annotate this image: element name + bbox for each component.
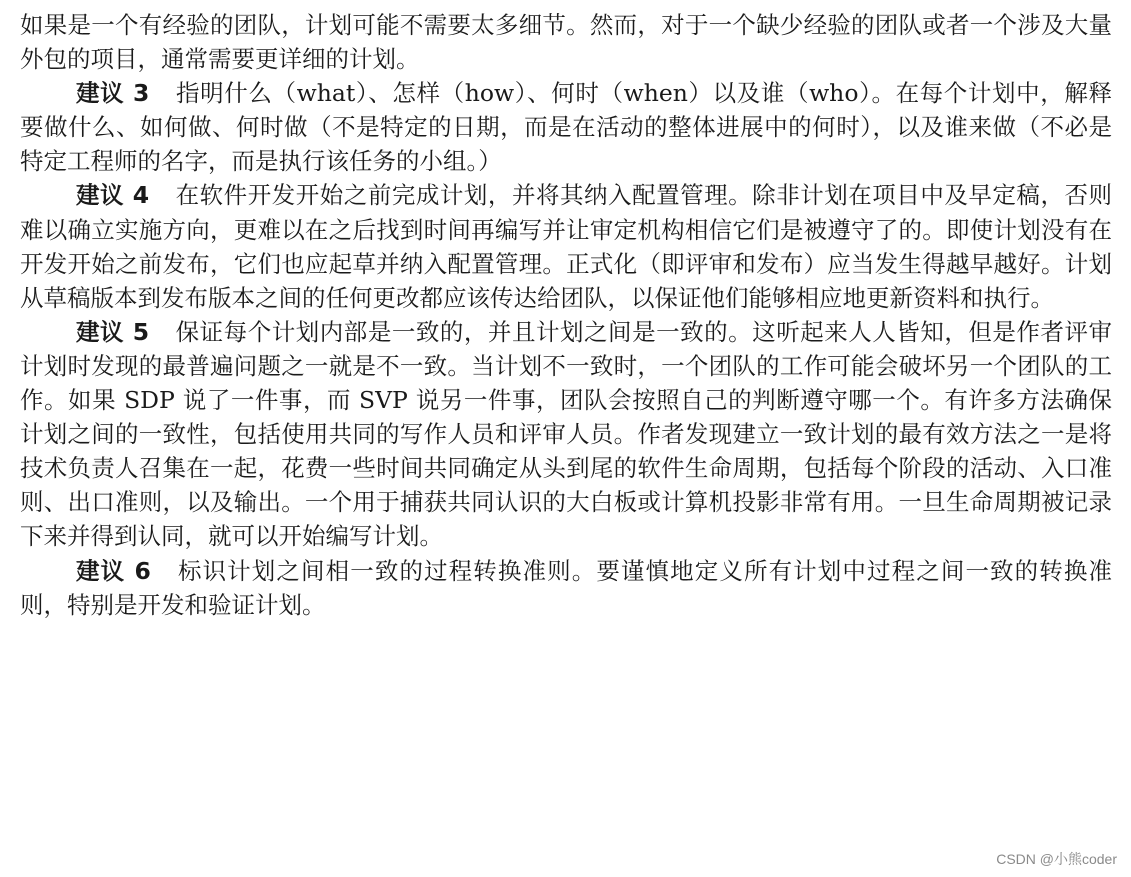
paragraph-intro (20, 8, 1112, 76)
csdn-watermark: CSDN @小熊coder (996, 851, 1117, 867)
recommendation-label: 建议 6 (76, 556, 151, 585)
paragraph-text: 如果是一个有经验的团队，计划可能不需要太多细节。然而，对于一个缺少经验的团队或者一个涉及大量外包的项目，通常需要更详细的计划。 (20, 11, 1112, 74)
recommendation-label: 建议 4 (76, 181, 150, 210)
paragraph-text: 指明什么（what）、怎样（how）、何时（when）以及谁（who）。在每个计划中，解释要做什么、如何做、何时做（不是特定的日期，而是在活动的整体进展中的何时），以及谁来做（不必是特定工程师的名字，而是执行该任务的小组。） (20, 79, 1112, 176)
recommendation-label: 建议 3 (76, 79, 150, 108)
paragraph-recommendation-3 (20, 76, 1112, 178)
paragraph-recommendation-4 (20, 178, 1112, 314)
paragraph-text: 在软件开发开始之前完成计划，并将其纳入配置管理。除非计划在项目中及早定稿，否则难以确立实施方向，更难以在之后找到时间再编写并让审定机构相信它们是被遵守了的。即使计划没有在开发开始之前发布，它们也应起草并纳入配置管理。正式化（即评审和发布）应当发生得越早越好。计划从草稿版本到发布版本之间的任何更改都应该传达给团队，以保证他们能够相应地更新资料和执行。 (20, 181, 1112, 312)
document-body (20, 8, 1112, 622)
paragraph-recommendation-5 (20, 315, 1112, 554)
paragraph-text: 保证每个计划内部是一致的，并且计划之间是一致的。这听起来人人皆知，但是作者评审计划时发现的最普遍问题之一就是不一致。当计划不一致时，一个团队的工作可能会破坏另一个团队的工作。如果 SDP 说了一件事，而 SVP 说另一件事，团队会按照自己的判断遵守哪一个。有许多方法确保计划之间的一致性，包括使用共同的写作人员和评审人员。作者发现建立一致计划的最有效方法之一是将技术负责人召集在一起，花费一些时间共同确定从头到尾的软件生命周期，包括每个阶段的活动、入口准则、出口准则，以及输出。一个用于捕获共同认识的大白板或计算机投影非常有用。一旦生命周期被记录下来并得到认同，就可以开始编写计划。 (20, 317, 1112, 551)
paragraph-recommendation-6 (20, 554, 1112, 622)
paragraph-text: 标识计划之间相一致的过程转换准则。要谨慎地定义所有计划中过程之间一致的转换准则，特别是开发和验证计划。 (20, 556, 1112, 619)
recommendation-label: 建议 5 (76, 317, 150, 346)
